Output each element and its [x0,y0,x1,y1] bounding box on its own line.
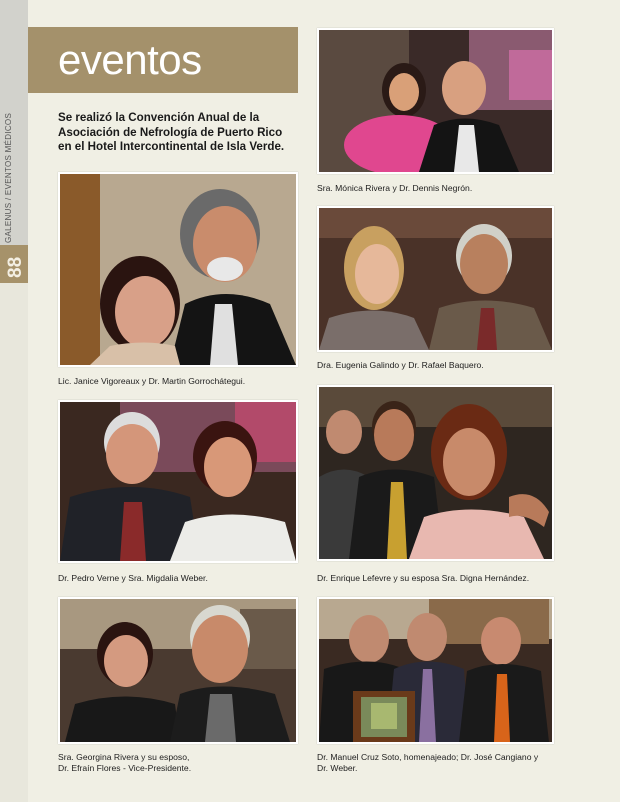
event-photo [58,597,298,744]
photo-image [60,599,296,742]
event-photo [317,206,554,352]
intro-text: Se realizó la Convención Anual de la Asociación de Nefrología de Puerto Rico en el Hotel Intercontinental de Isla Verde. [58,111,285,153]
caption-line: Dr. Weber. [317,763,358,773]
page-number: 88 [5,256,26,278]
photo-caption: Dr. Pedro Verne y Sra. Migdalia Weber. [58,573,208,583]
photo-image [319,599,552,742]
photo-caption [317,752,538,774]
section-name: EVENTOS MÉDICOS [4,112,13,196]
photo-image [60,402,296,561]
caption-line: Sra. Georgina Rivera y su esposo, [58,752,190,762]
photo-image [319,30,552,172]
event-photo [317,28,554,174]
photo-caption: Sra. Mónica Rivera y Dr. Dennis Negrón. [317,183,473,193]
magazine-name: GALENUS [4,202,13,243]
caption-line: Dr. Manuel Cruz Soto, homenajeado; Dr. José Cangiano y [317,752,539,762]
photo-caption: Dr. Enrique Lefevre y su esposa Sra. Digna Hernández. [317,573,530,583]
photo-caption: Dra. Eugenia Galindo y Dr. Rafael Baquero. [317,360,484,370]
event-photo [58,400,298,563]
event-photo [317,385,554,561]
label-separator: / [4,197,13,201]
photo-caption [58,752,191,774]
photo-caption: Lic. Janice Vigoreaux y Dr. Martin Gorrochátegui. [58,376,246,386]
section-label [4,112,24,243]
event-photo [317,597,554,744]
photo-image [319,387,552,559]
photo-image [319,208,552,350]
event-photo [58,172,298,367]
page-title: eventos [58,36,202,83]
photo-image [60,174,296,365]
caption-line: Dr. Efraín Flores - Vice-Presidente. [58,763,192,773]
